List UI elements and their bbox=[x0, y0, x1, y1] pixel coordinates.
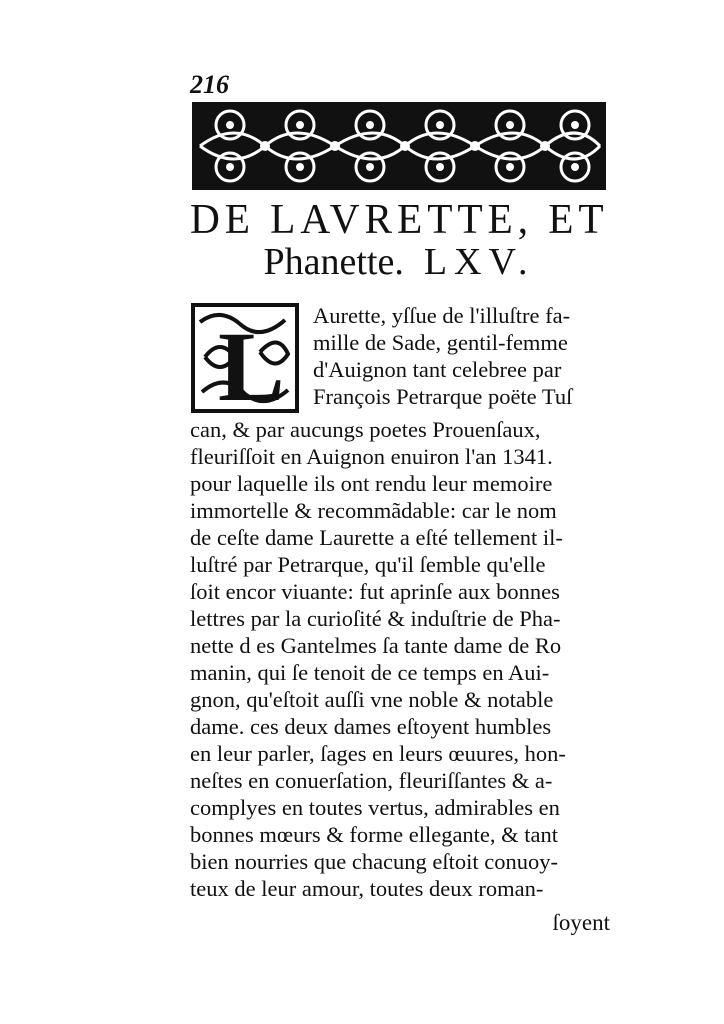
text-line: fleuriſſoit en Auignon enuiron l'an 1341. bbox=[190, 444, 553, 469]
chapter-title-line2 bbox=[190, 240, 608, 284]
text-line: nette d es Gantelmes ſa tante dame de Ro bbox=[190, 633, 562, 658]
text-line: dame. ces deux dames eſtoyent humbles bbox=[190, 714, 552, 739]
text-line: François Petrarque poëte Tuſ bbox=[313, 384, 573, 409]
text-line: teux de leur amour, toutes deux roman- bbox=[190, 876, 544, 901]
text-line: d'Auignon tant celebree par bbox=[313, 357, 562, 382]
text-line: lettres par la curioſité & induſtrie de Pha- bbox=[190, 606, 561, 631]
page-number: 216 bbox=[190, 70, 229, 99]
text-line: mille de Sade, gentil-femme bbox=[313, 330, 568, 355]
ornamental-headpiece bbox=[190, 100, 608, 192]
text-line: bien nourries que chacung eſtoit conuoy- bbox=[190, 849, 559, 874]
text-line: en leur parler, ſages en leurs œuures, hon- bbox=[190, 741, 566, 766]
text-line: immortelle & recommãdable: car le nom bbox=[190, 498, 557, 523]
dropcap-letter: L bbox=[218, 311, 285, 414]
catchword: ſoyent bbox=[552, 910, 610, 935]
chapter-title-word: Phanette. bbox=[263, 241, 404, 283]
decorated-initial-l bbox=[190, 302, 300, 414]
text-line: Aurette, yſſue de l'illuſtre fa- bbox=[313, 303, 571, 328]
text-line: gnon, qu'eſtoit auſſi vne noble & notable bbox=[190, 687, 554, 712]
text-line: can, & par aucungs poetes Prouenſaux, bbox=[190, 417, 541, 442]
text-line: manin, qui ſe tenoit de ce temps en Aui- bbox=[190, 660, 550, 685]
text-line: bonnes mœurs & forme ellegante, & tant bbox=[190, 822, 559, 847]
text-line: complyes en toutes vertus, admirables en bbox=[190, 795, 560, 820]
text-line: ſoit encor viuante: fut aprinſe aux bonnes bbox=[190, 579, 560, 604]
text-line: pour laquelle ils ont rendu leur memoire bbox=[190, 471, 553, 496]
text-line: de ceſte dame Laurette a eſté tellement il- bbox=[190, 525, 563, 550]
chapter-numeral: LXV. bbox=[423, 241, 535, 283]
text-line: luſtré par Petrarque, qu'il ſemble qu'elle bbox=[190, 552, 546, 577]
chapter-title-line1: DE LAVRETTE, ET bbox=[190, 197, 609, 243]
text-line: neſtes en conuerſation, fleuriſſantes & a- bbox=[190, 768, 553, 793]
